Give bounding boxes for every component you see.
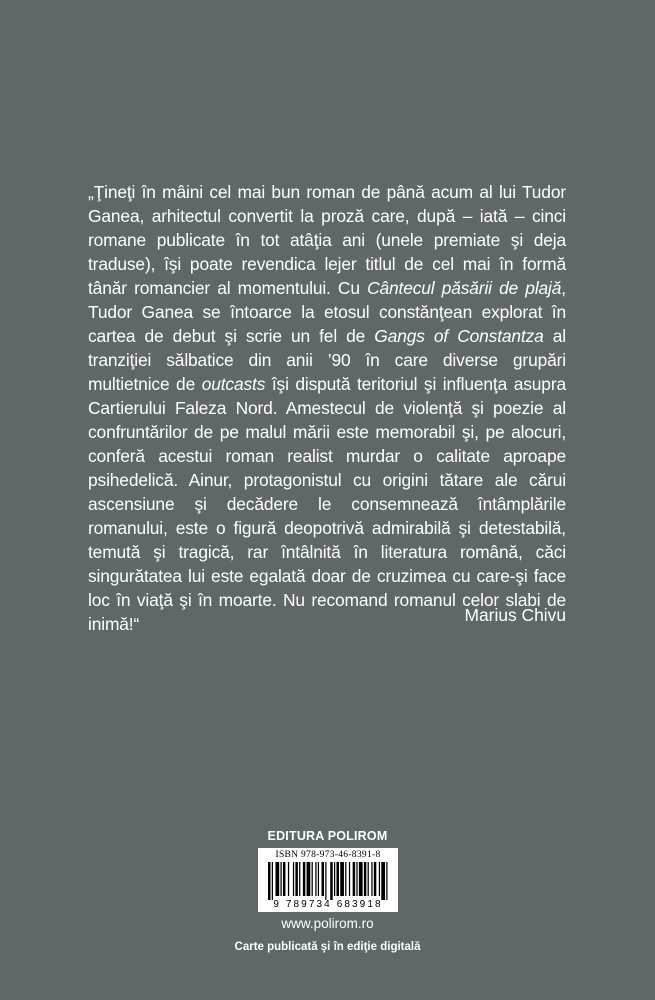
barcode-bar: [275, 862, 279, 896]
barcode-bar: [356, 862, 357, 896]
blurb-segment: îşi dispută teritoriul şi influenţa asupra Cartierului Faleza Nord. Amestecul de violenţă şi poezie al confruntărilor de pe malul mării este memorabil şi, pe alocuri, conferă acestui roman realist murdar o calitate aproape psihedelică. Ainur, protagonistul cu origini tătare ale cărui ascensiune şi decădere le consemnează întâmplările romanului, este o figură deopotrivă admirabilă şi detestabilă, temută şi tragică, rar întâlnită în literatura română, căci singurătatea lui este egalată doar de cruzimea cu care-şi face loc în viaţă şi în moarte. Nu recomand romanul celor slabi de inimă!“: [88, 374, 566, 634]
blurb-segment-italic: outcasts: [201, 374, 266, 394]
book-blurb: [88, 180, 566, 636]
barcode-bar: [280, 862, 281, 896]
barcode-digits: 9 789734 683918: [273, 899, 383, 910]
barcode-bar: [299, 862, 300, 896]
barcode-bar: [364, 862, 366, 896]
blurb-segment: „Ţineţi în mâini cel mai bun roman de până acum al lui Tudor Ganea, arhitectul convertit la proză care, după – iată – cinci romane publicate în tot atâţia ani (unele premiate şi deja traduse), îşi poate revendica lejer titlul de cel mai în formă tânăr romancier al momentului. Cu: [88, 182, 566, 298]
barcode-bar: [371, 862, 372, 896]
barcode-bar: [330, 862, 332, 900]
barcode-bar: [322, 862, 324, 896]
barcode-bar: [318, 862, 319, 896]
barcode-bar: [325, 862, 326, 900]
barcode-bar: [272, 862, 273, 900]
barcode-bar: [386, 862, 387, 900]
barcode-bar: [359, 862, 363, 896]
blurb-segment-italic: Gangs of Constantza: [374, 326, 544, 346]
barcode-bar: [295, 862, 297, 896]
blurb-author: Marius Chivu: [464, 605, 566, 625]
barcode-bar: [303, 862, 305, 896]
publisher-website: www.polirom.ro: [281, 916, 374, 931]
barcode-bar: [315, 862, 316, 896]
barcode-bar: [288, 862, 289, 896]
barcode-bar: [353, 862, 355, 896]
barcode-bar: [334, 862, 335, 896]
barcode-bar: [268, 862, 270, 900]
barcode-bar: [283, 862, 285, 896]
blurb-segment-italic: Cântecul păsării de plajă: [367, 278, 562, 298]
barcode-bar: [345, 862, 346, 896]
barcode-bar: [368, 862, 369, 896]
barcode-bar: [307, 862, 311, 896]
barcode-bar: [379, 862, 380, 896]
barcode-bar: [293, 862, 294, 896]
barcode-bar: [381, 862, 385, 900]
barcode-bars: [268, 862, 390, 900]
blurb-segment: al tranziţiei sălbatice din anii ’90 în care diverse grupări multietnice de: [88, 326, 567, 394]
digital-edition-note: Carte publicată şi în ediţie digitală: [234, 941, 421, 953]
blurb-segment: , Tudor Ganea se întoarce la etosul constănţean explorat în cartea de debut şi scrie un fel de: [88, 278, 566, 346]
barcode-bar: [312, 862, 313, 896]
isbn-text: ISBN 978-973-46-8391-8: [275, 850, 381, 860]
barcode-bar: [340, 862, 344, 896]
barcode-bar: [336, 862, 338, 896]
barcode-bar: [374, 862, 376, 896]
isbn-barcode: [258, 848, 398, 912]
barcode-bar: [349, 862, 350, 896]
publisher-name: EDITURA POLIROM: [267, 829, 388, 843]
